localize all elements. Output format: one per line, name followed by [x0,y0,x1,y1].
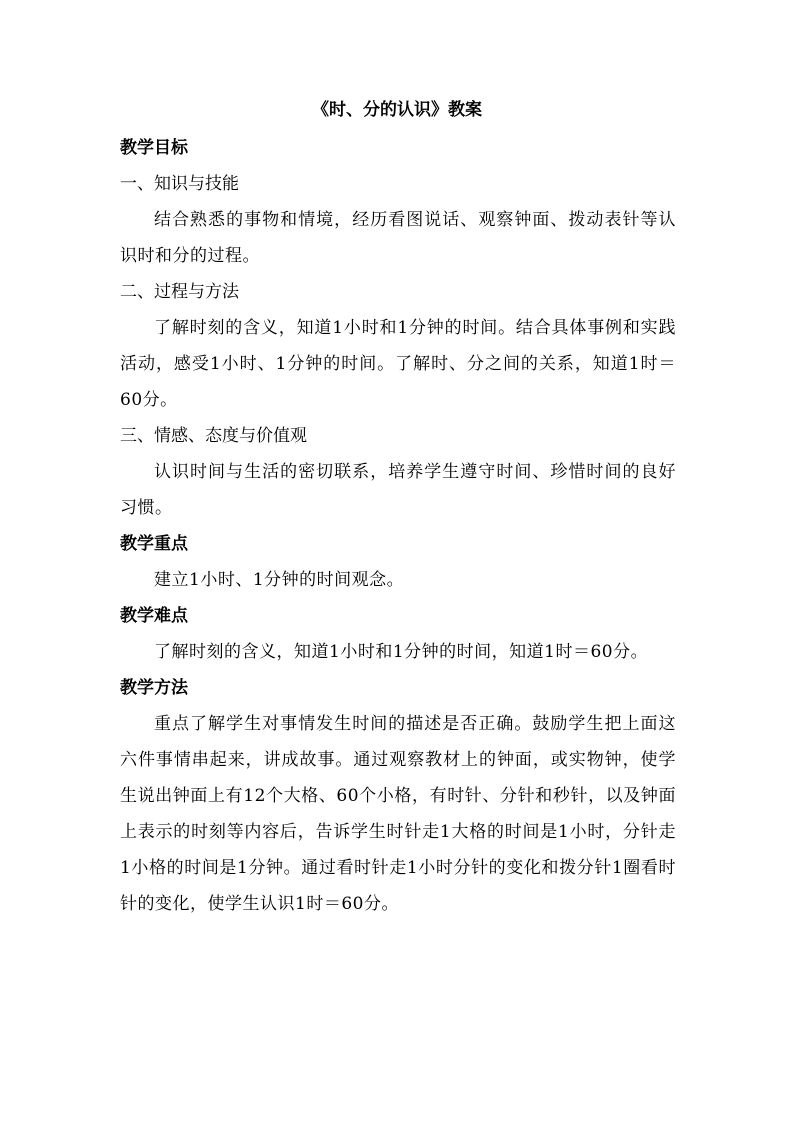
knowledge-subheading: 一、知识与技能 [120,174,239,194]
methods-heading: 教学方法 [120,678,188,698]
attitude-subheading: 三、情感、态度与价值观 [120,426,307,446]
document-title: 《时、分的认识》教案 [312,100,482,120]
key-points-heading: 教学重点 [120,534,188,554]
difficulties-heading: 教学难点 [120,606,188,626]
document-body [120,130,676,922]
goals-heading: 教学目标 [120,138,188,158]
process-paragraph: 了解时刻的含义，知道1小时和1分钟的时间。结合具体事例和实践活动，感受1小时、1分钟的时间。了解时、分之间的关系，知道1时＝60分。 [120,318,676,410]
attitude-paragraph: 认识时间与生活的密切联系，培养学生遵守时间、珍惜时间的良好习惯。 [120,462,676,518]
methods-paragraph: 重点了解学生对事情发生时间的描述是否正确。鼓励学生把上面这六件事情串起来，讲成故事。通过观察教材上的钟面，或实物钟，使学生说出钟面上有12个大格、60个小格，有时针、分针和秒针，以及钟面上表示的时刻等内容后，告诉学生时针走1大格的时间是1小时，分针走1小格的时间是1分钟。通过看时针走1小时分针的变化和拨分针1圈看时针的变化，使学生认识1时＝60分。 [120,714,676,914]
difficulties-paragraph: 了解时刻的含义，知道1小时和1分钟的时间，知道1时＝60分。 [154,642,649,662]
knowledge-paragraph: 结合熟悉的事物和情境，经历看图说话、观察钟面、拨动表针等认识时和分的过程。 [120,210,676,266]
process-subheading: 二、过程与方法 [120,282,239,302]
key-points-paragraph: 建立1小时、1分钟的时间观念。 [154,570,405,590]
